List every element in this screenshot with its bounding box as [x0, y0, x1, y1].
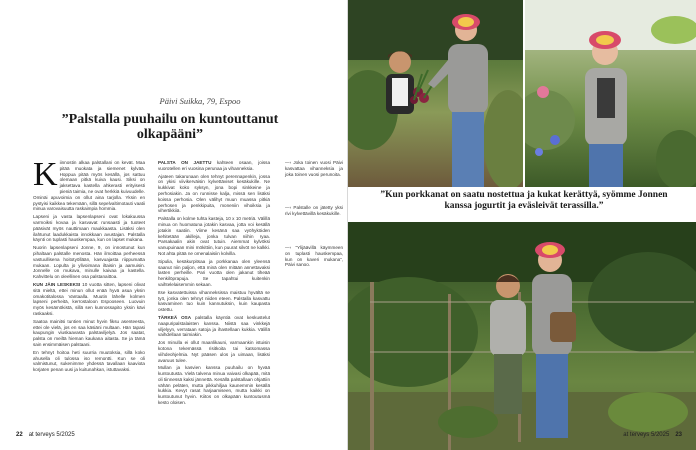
paragraph: TÄRKEÄ OSA palstalla käyntiä ovat keskustelut naapuripalstalaisten kanssa. Niistä saa vinkkejä viljelyyn, verrataan satoja ja ihastellaan kukkia. Välillä vaihdellaan taimiakin. — [158, 314, 270, 338]
issue: 5/2025 — [56, 432, 75, 438]
magazine-name: at terveys — [623, 432, 650, 438]
pull-quote: ”Kun porkkanat on saatu nostettua ja kukat kerättyä, syömme Jonnen kanssa jogurtit ja eväsleivät terassilla.” — [380, 190, 668, 211]
paragraph: En tehnyt hoitoa heti suurria muutoksia, sillä koko ahusella oli tulossa iso remontti. Kun se oli valmistunut, sukenimme yhdessä tavallaan kaaviota korjaten penan uusi ja kuitunahkan, istuttavaksi. — [33, 349, 145, 373]
paragraph: Sipulia, kesäkurpitsaa ja porkkanaa olen yleensä saanut niin paljon, että minä olen mitään annettavaksi lasten perheille. Pari vuotta olen jakanut tiheää henkilöprapuja. Se tapahtui kuitenkin vaihtelelaisemmin sekaan. — [158, 258, 270, 287]
issue: 5/2025 — [650, 432, 670, 438]
byline: Päivi Suikka, 79, Espoo — [159, 96, 241, 106]
folio-right — [623, 432, 682, 438]
paragraph: Jos minulla ei ollut maanlikauni, varmaankin istuisin kotona tekemässä risitkoita tai katsomassa viihdeohjelmia. Nyt pääsen ulos ja uimaan, lisäksi avaruus tulee. — [158, 340, 270, 363]
article-column-1 — [33, 156, 145, 375]
paragraph: Kiinnostin alkaa palstallani on kevät. Maa pitää muokata ja siemenet kylvää. Hoppua pitää myös kesällä, jos sattuu olemaan pitkä kuiva kausi. Siksi on jaksettava kastella ahkerasti erityisesti pieniä taimia, ne ovat herkkiä kuivuudelle. Ominäi apuvoimia on ollut aina tarjolla. Yksin en pystyisi kaikkea tekemään, sillä sepelvaltimotauti vaatii minua varovaisuutta raskaimpia hommia. — [33, 156, 145, 212]
paragraph: Ajateen takarunaan olen tehnyt perennapenkin, jossa on ykisi viivikerväisin kylvettäviset kesäkukille. Ne kukkivat koko syksyn, jona bopi sinkkeine ja perhosiakin. Ja on runnisse kalja, missä sen lisäksi koissa perhosia. Olen välihyt muun muassa pitkiä perhosen ja penkkipuita, moneniin vihoiksia ja vihertikkiiä. — [158, 173, 270, 214]
paragraph: Saatoa mainitsi tuntien minut hyvin fiksu asenteesta, ettei ole vielä, jos en saa käsiäni multaan. Hän tapasi kaupungin viuskaavasta palstaviljelyä. Jos saatat, palsta on meiltä hieman kaukana aitasta. Se ja tämä sain ensimmäisen palstaani. — [33, 318, 145, 347]
caption-column — [285, 160, 343, 274]
paragraph: Palstalla on kolme tuhta kasteja, 10 x 10 metriä. Välillä minua on huomatuna jotakin kasvaa, jotta voi kesällä jotakin saatiin. Viime kesänä saa vyöhyköiden kehitetään akilleja, jonka tulvan niihin ryaa. Parsakaalin akin ovat tutuin. Aiemmat kylvöksi vanupuinaan mini mökittiin, kun puurat silvöt ne kalkki. Not ahta pitää ne omenalaisiin kolvilla. — [158, 216, 270, 256]
paragraph: PALSTA ON JAETTU kahteen osaan, joissa vuorotellen eri vuosina perunaa ja vihanneksia. — [158, 160, 270, 171]
lead-in: TÄRKEÄ OSA — [158, 314, 192, 320]
lead-in: PALSTA ON JAETTU — [158, 160, 212, 165]
article-column-2 — [158, 160, 270, 408]
photo-illustration — [525, 0, 696, 187]
photo-grandmother-and-boy-harvest — [348, 0, 523, 187]
photo-caption: —› ”Ylijäävillä käymmeen on tuplasti hauskempaa, kun on kaveri mukana”, Päivi sanoo. — [285, 244, 343, 268]
folio-left — [16, 432, 75, 438]
photo-illustration — [348, 0, 523, 187]
paragraph: Mullan ja kasvien kanssa puuhailu on hyvää kuntoutusta. Vielä talvena minua vaivasi olkapää, mitä oli tiinnessä kaksi jännettä. Kesällä palstallaan ohjattiin vähän peläten, mutta pikkuhiljaa kaunemmin kesällä kukkia. Kevyt rasat harjaamiseen, mutta kaikki on kuntoutunut hyvin. Kiitos on olkapään kuntoutusmä kesto oloisen. — [158, 365, 270, 406]
headline: ”Palstalla puuhailu on kuntouttanut olkapääni” — [61, 112, 279, 142]
photo-grandmother-portrait-flowers — [525, 0, 696, 187]
page-number: 22 — [16, 432, 23, 438]
photo-caption: —› Joka toinen vuosi Päivi kasvattaa vihanneksia ja joka toinen vuosi perunoita. — [285, 160, 343, 177]
magazine-name: at terveys — [28, 432, 55, 438]
paragraph: Lapseni ja vasta lapsenlapseni ovat lokakuussa varmoiksi kovaa ja kasvavat runsaasti ja tuoteet pääsivät myös nauttimaan maukkaasta. Lisäksi olen ilahtunut laadukkaista innokkaan avustajan. Palstalla käynti on tuplasti hauskempaa, kun on lapset mukana. — [33, 214, 145, 243]
photo-garden-plot — [348, 222, 696, 450]
photo-caption: —› Palstalle on jätetty yksi rivi kylvettävillä kesäkukille. — [285, 205, 343, 217]
lead-in: KUN JÄIN LESKEKSI — [33, 281, 81, 287]
paragraph: KUN JÄIN LESKEKSI 10 vuotta sitten, lapseni olivat sitä mieltä, ettei minun ollut enää hyvä asua yksin omakotitalossa Vantaalla. Muutin lähelle kolmen lapseni perheitä, kerrostaloon Espooseen. Luovuin myös kesämökistä, sillä sen kunnossapito yksin kävi raskaaksi. — [33, 281, 145, 316]
photo-illustration — [348, 222, 696, 450]
dropcap: K — [33, 156, 58, 193]
paragraph: Itse kasvatettuissa vihanneksissa maistuu hyvältä se työ, jonka olen tehnyt niiden eteen. Palstalla kasvattu kasvaminen tuo kuin kannutuksin, kuin kaupasta ostettu. — [158, 289, 270, 313]
page-number: 23 — [675, 432, 682, 438]
paragraph: Nuorin lapsenlapseni Jonne, 9, on innostunut kun pihaltaan palstalle menosta. Hän ilmoittaa perheessä vastuullisena hoitotyöllään, kasvuajasta riippumatta mukaan. Lopulta jo ylivoimana iltaisin ja aamuisin. Jonnelle on mukava, minulle kaivaa ja kastella. Kahvittelu on oleellinen osa palstanaittoa. — [33, 245, 145, 280]
